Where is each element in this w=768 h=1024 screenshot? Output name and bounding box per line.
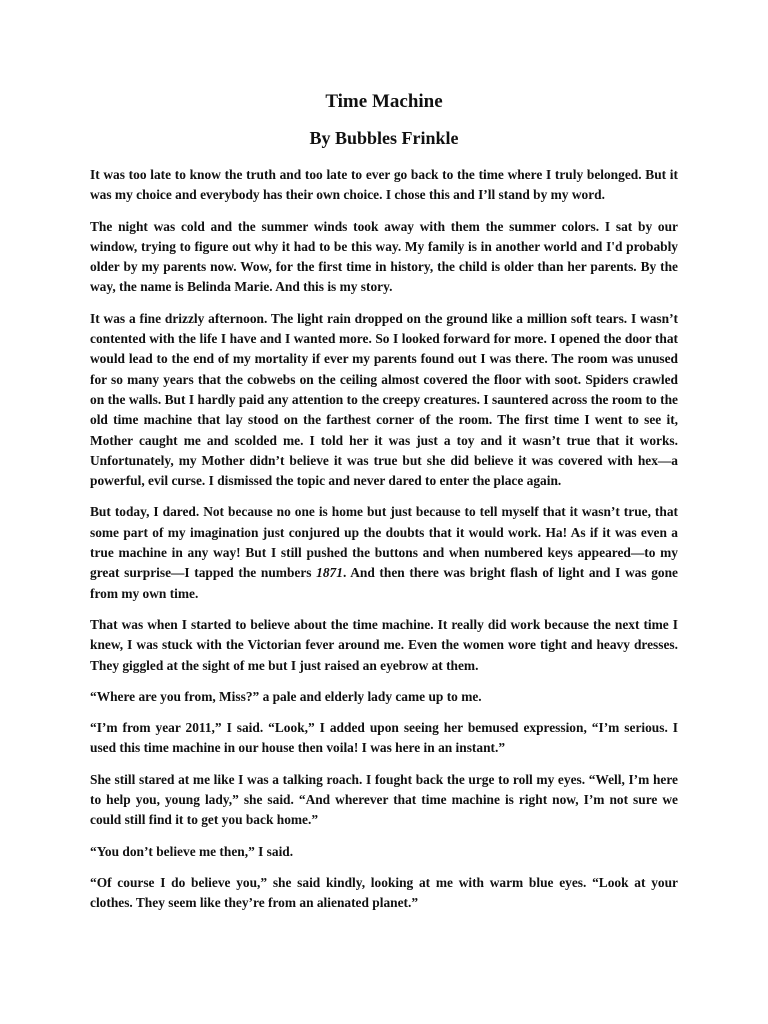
paragraph: “You don’t believe me then,” I said. [90,843,294,859]
paragraph: It was a fine drizzly afternoon. The light rain dropped on the ground like a million soft tears. I wasn’t contented with the life I have and I wanted more. So I looked forward for more. I opened the door that would lead to the end of my mortality if ever my parents found out I was there. The room was unused for so many years that the cobwebs on the ceiling almost covered the floor with soot. Spiders crawled on the walls. But I hardly paid any attention to the creepy creatures. I sauntered across the room to the old time machine that lay stood on the farthest corner of the room. The first time I went to see it, Mother caught me and scolded me. I told her it was just a toy and it wasn’t true that it works. Unfortunately, my Mother didn’t believe it was true but she did believe it was covered with hex—a powerful, evil curse. I dismissed the topic and never dared to enter the place again. [90,310,678,489]
story-body [90,165,678,914]
paragraph: “Of course I do believe you,” she said kindly, looking at me with warm blue eyes. “Look at your clothes. They seem like they’re from an alienated planet.” [90,874,678,911]
document-title: Time Machine [325,91,443,112]
paragraph: “Where are you from, Miss?” a pale and elderly lady came up to me. [90,688,482,704]
year-number: 1871 [316,565,343,581]
paragraph: “I’m from year 2011,” I said. “Look,” I added upon seeing her bemused expression, “I’m serious. I used this time machine in our house then voila! I was here in an instant.” [90,720,678,756]
paragraph: It was too late to know the truth and too late to ever go back to the time where I truly belonged. But it was my choice and everybody has their own choice. I chose this and I’ll stand by my word. [90,167,678,203]
paragraph: The night was cold and the summer winds took away with them the summer colors. I sat by our window, trying to figure out why it had to be this way. My family is in another world and I'd probably older by my parents now. Wow, for the first time in history, the child is older than her parents. By the way, the name is Belinda Marie. And this is my story. [90,218,678,295]
author-byline: By Bubbles Frinkle [309,128,459,148]
paragraph: She still stared at me like I was a talking roach. I fought back the urge to roll my eyes. “Well, I’m here to help you, young lady,” she said. “And wherever that time machine is right now, I’m not sure we could still find it to get you back home.” [90,771,678,828]
paragraph-text: But today, I dared. Not because no one is home but just because to tell myself that it wasn’t true, that some part of my imagination just conjured up the doubts that it would work. Ha! As if it was even a true machine in any way! But I still pushed the buttons and when numbered keys appeared—to my great surprise—I tapped the numbers [90,504,678,581]
paragraph: That was when I started to believe about the time machine. It really did work because the next time I knew, I was stuck with the Victorian fever around me. Even the women wore tight and heavy dresses. They giggled at the sight of me but I just raised an eyebrow at them. [90,616,678,673]
paragraph [90,502,678,603]
paragraph-text: . And then there was bright flash of light and I was gone from my own time. [90,565,678,601]
